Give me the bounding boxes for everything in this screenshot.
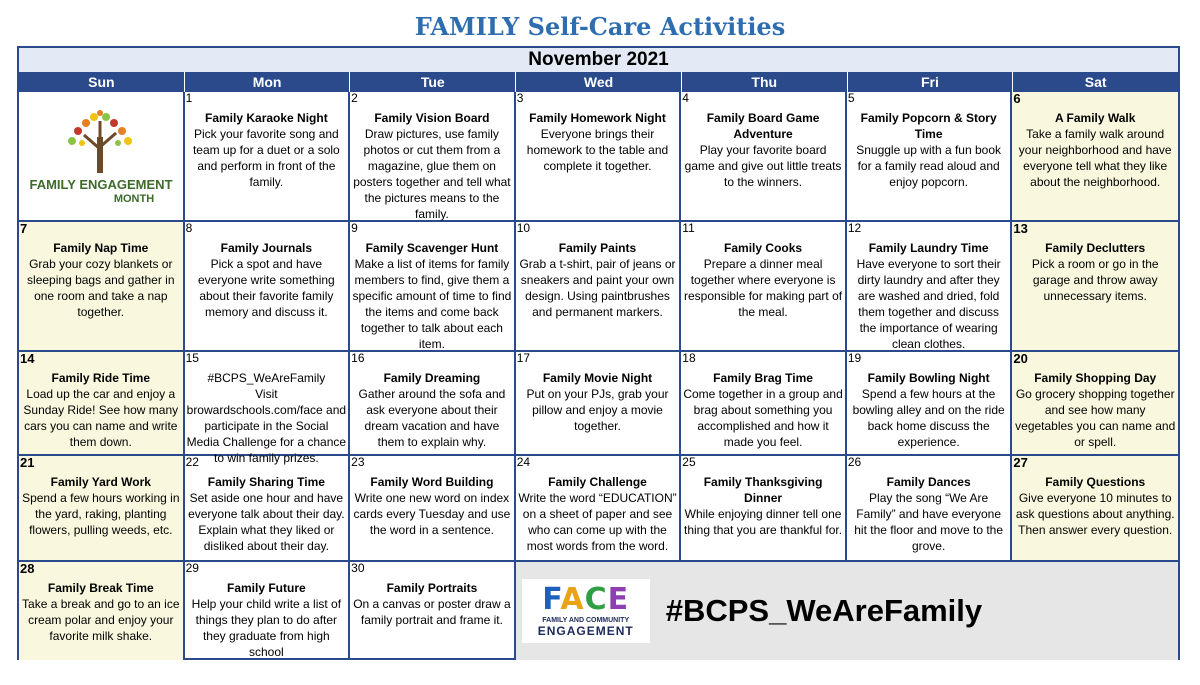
activity-description: Take a break and go to an ice cream polar and enjoy your favorite milk shake. <box>22 597 180 643</box>
activity-description: Give everyone 10 minutes to ask questions about anything. Then answer every question. <box>1015 491 1175 537</box>
weekday-sun: Sun <box>19 72 185 92</box>
activity-title: Family Sharing Time <box>207 475 325 489</box>
activity-title: Family Future <box>227 581 306 595</box>
activity-description: Pick your favorite song and team up for a duet or a solo and perform in front of the family. <box>192 127 340 189</box>
activity-description: Load up the car and enjoy a Sunday Ride! See how many cars you can name and write them down. <box>23 387 179 449</box>
day-number: 26 <box>847 455 862 469</box>
day-cell <box>19 456 185 562</box>
activity-description: Come together in a group and brag about something you accomplished and how it made you feel. <box>683 387 843 449</box>
day-cell <box>847 222 1013 352</box>
face-banner <box>516 562 1178 660</box>
day-number: 29 <box>185 561 199 575</box>
activity-title: Family Bowling Night <box>867 371 990 385</box>
activity-title: Family Thanksgiving Dinner <box>703 475 823 505</box>
weekday-tue: Tue <box>350 72 516 92</box>
face-logo-subtitle: FAMILY AND COMMUNITY <box>542 617 630 624</box>
activity-description: Play the song “We Are Family” and have everyone hit the floor and move to the grove. <box>854 491 1004 553</box>
activity-description: Help your child write a list of things they plan to do after they graduate from high school <box>191 597 342 659</box>
day-cell <box>1012 222 1178 352</box>
activity-description: Go grocery shopping together and see how many vegetables you can name and or spell. <box>1015 387 1176 449</box>
day-number: 14 <box>20 351 35 366</box>
activity-description: Grab a t-shirt, pair of jeans or sneakers and paint your own design. Using paintbrushes and permanent markers. <box>519 257 676 319</box>
day-number: 19 <box>847 351 862 365</box>
calendar <box>17 46 1180 660</box>
day-number: 8 <box>185 221 193 235</box>
day-cell <box>350 92 516 222</box>
face-letter-a: A <box>560 582 585 617</box>
activity-description: Put on your PJs, grab your pillow and enjoy a movie together. <box>526 387 669 433</box>
activity-description: Play your favorite board game and give out little treats to the winners. <box>684 143 842 189</box>
activity-title: #BCPS_WeAreFamily <box>207 371 326 385</box>
activity-title: Family Ride Time <box>51 371 151 385</box>
day-cell <box>847 92 1013 222</box>
day-number: 18 <box>682 351 696 365</box>
activity-title: Family Paints <box>558 241 637 255</box>
activity-title: Family Portraits <box>386 581 478 595</box>
day-cell <box>19 222 185 352</box>
day-cell <box>185 92 351 222</box>
month-header: November 2021 <box>19 48 1178 73</box>
activity-description: Set aside one hour and have everyone talk about their day. Explain what they liked or disliked about their day. <box>188 491 345 553</box>
day-number: 30 <box>351 561 365 575</box>
day-cell <box>516 456 682 562</box>
activity-title: Family Questions <box>1045 475 1146 489</box>
day-cell <box>681 456 847 562</box>
activity-description: Pick a room or go in the garage and throw away unnecessary items. <box>1031 257 1159 303</box>
activity-description: Spend a few hours at the bowling alley and on the ride back home discuss the experience. <box>852 387 1005 449</box>
activity-title: Family Nap Time <box>53 241 149 255</box>
day-cell <box>681 92 847 222</box>
weekday-mon: Mon <box>185 72 351 92</box>
activity-description: Write one new word on index cards every Tuesday and use the word in a sentence. <box>353 491 511 537</box>
day-cell <box>19 352 185 456</box>
day-number: 20 <box>1013 351 1028 366</box>
activity-description: Write the word “EDUCATION” on a sheet of paper and see who can come up with the most words from the word. <box>518 491 677 553</box>
activity-description: Prepare a dinner meal together where everyone is responsible for making part of the meal. <box>684 257 843 319</box>
activity-description: Take a family walk around your neighborhood and have everyone tell what they like about the neighborhood. <box>1018 127 1172 189</box>
activity-title: Family Vision Board <box>374 111 490 125</box>
day-cell <box>1012 456 1178 562</box>
calendar-grid <box>19 92 1178 658</box>
activity-description: Spend a few hours working in the yard, raking, planting flowers, pulling weeds, etc. <box>22 491 180 537</box>
activity-title: Family Shopping Day <box>1034 371 1157 385</box>
hashtag-text: #BCPS_WeAreFamily <box>665 593 983 628</box>
activity-title: A Family Walk <box>1054 111 1136 125</box>
family-engagement-logo-cell <box>19 92 185 222</box>
activity-title: Family Journals <box>220 241 313 255</box>
activity-description: On a canvas or poster draw a family portrait and frame it. <box>353 597 511 627</box>
activity-description: Everyone brings their homework to the table and complete it together. <box>526 127 669 173</box>
day-number: 5 <box>847 91 855 105</box>
day-number: 10 <box>516 221 531 235</box>
weekday-wed: Wed <box>516 72 682 92</box>
day-cell <box>350 456 516 562</box>
activity-description: Have everyone to sort their dirty laundry and after they are washed and dried, fold them together and discuss the importance of wearing clean clothes. <box>856 257 1001 351</box>
activity-title: Family Karaoke Night <box>205 111 328 125</box>
day-cell <box>19 562 185 660</box>
activity-description: Make a list of items for family members to find, give them a specific amount of time to find the items and come back together to talk about each item. <box>352 257 512 351</box>
activity-description: Draw pictures, use family photos or cut them from a magazine, glue them on posters together and tell what the pictures means to the family. <box>353 127 511 221</box>
day-number: 15 <box>185 351 199 365</box>
day-number: 1 <box>185 91 193 105</box>
face-letter-c: C <box>584 582 608 617</box>
day-cell <box>681 352 847 456</box>
weekday-sat: Sat <box>1084 74 1107 90</box>
face-logo-letters <box>542 584 629 616</box>
day-cell <box>185 562 351 660</box>
day-cell <box>516 222 682 352</box>
activity-description: Gather around the sofa and ask everyone about their dream vacation and have them to explain why. <box>358 387 506 449</box>
day-number: 3 <box>516 91 524 105</box>
day-number: 28 <box>20 561 35 576</box>
face-logo-engagement: ENGAGEMENT <box>537 624 634 638</box>
day-cell <box>516 352 682 456</box>
activity-title: Family Yard Work <box>50 475 151 489</box>
day-cell <box>1012 352 1178 456</box>
activity-title: Family Laundry Time <box>868 241 989 255</box>
activity-title: Family Popcorn & Story Time <box>860 111 997 141</box>
day-number: 11 <box>682 221 695 235</box>
page-title: FAMILY Self-Care Activities <box>414 12 786 41</box>
day-number: 27 <box>1013 455 1028 470</box>
day-cell <box>681 222 847 352</box>
day-cell <box>350 562 516 660</box>
day-number: 25 <box>682 455 696 469</box>
day-cell <box>847 456 1013 562</box>
day-number: 7 <box>20 221 28 236</box>
day-number: 21 <box>20 455 35 470</box>
activity-title: Family Homework Night <box>529 111 666 125</box>
day-number: 22 <box>185 455 199 469</box>
tree-logo-icon <box>29 107 173 207</box>
day-number: 24 <box>516 455 531 469</box>
day-cell <box>185 222 351 352</box>
activity-title: Family Challenge <box>548 475 647 489</box>
weekday-thu: Thu <box>682 72 848 92</box>
activity-title: Family Board Game Adventure <box>706 111 820 141</box>
day-number: 17 <box>516 351 531 365</box>
face-letter-e: E <box>607 582 630 617</box>
activity-description: While enjoying dinner tell one thing that you are thankful for. <box>684 507 843 537</box>
activity-description: Pick a spot and have everyone write something about their favorite family memory and discuss it. <box>197 257 335 319</box>
day-number: 13 <box>1013 221 1028 236</box>
activity-description: Grab your cozy blankets or sleeping bags and gather in one room and take a nap together. <box>27 257 175 319</box>
activity-title: Family Dances <box>886 475 971 489</box>
activity-description: Snuggle up with a fun book for a family read aloud and enjoy popcorn. <box>856 143 1002 189</box>
logo-line2: MONTH <box>113 193 154 205</box>
day-cell <box>350 222 516 352</box>
activity-title: Family Cooks <box>724 241 803 255</box>
activity-title: Family Movie Night <box>542 371 653 385</box>
day-cell <box>1012 92 1178 222</box>
day-number: 4 <box>682 91 689 105</box>
weekday-header-row <box>19 72 1178 92</box>
activity-title: Family Break Time <box>47 581 154 595</box>
day-number: 12 <box>847 221 862 235</box>
day-cell <box>516 92 682 222</box>
activity-title: Family Word Building <box>370 475 494 489</box>
face-letter-f: F <box>542 582 561 617</box>
activity-description: Visit browardschools.com/face and participate in the Social Media Challenge for a chance to win family prizes. <box>186 387 347 465</box>
activity-title: Family Scavenger Hunt <box>365 241 499 255</box>
day-number: 9 <box>351 221 358 235</box>
activity-title: Family Brag Time <box>713 371 813 385</box>
logo-line1: FAMILY ENGAGEMENT <box>29 177 173 192</box>
activity-title: Family Declutters <box>1045 241 1146 255</box>
day-cell <box>847 352 1013 456</box>
day-number: 16 <box>351 351 365 365</box>
day-number: 6 <box>1013 91 1021 106</box>
face-logo <box>522 579 650 643</box>
day-cell <box>350 352 516 456</box>
day-number: 2 <box>351 91 358 105</box>
day-cell <box>185 456 351 562</box>
weekday-fri: Fri <box>848 72 1014 92</box>
day-number: 23 <box>351 455 365 469</box>
activity-title: Family Dreaming <box>383 371 481 385</box>
